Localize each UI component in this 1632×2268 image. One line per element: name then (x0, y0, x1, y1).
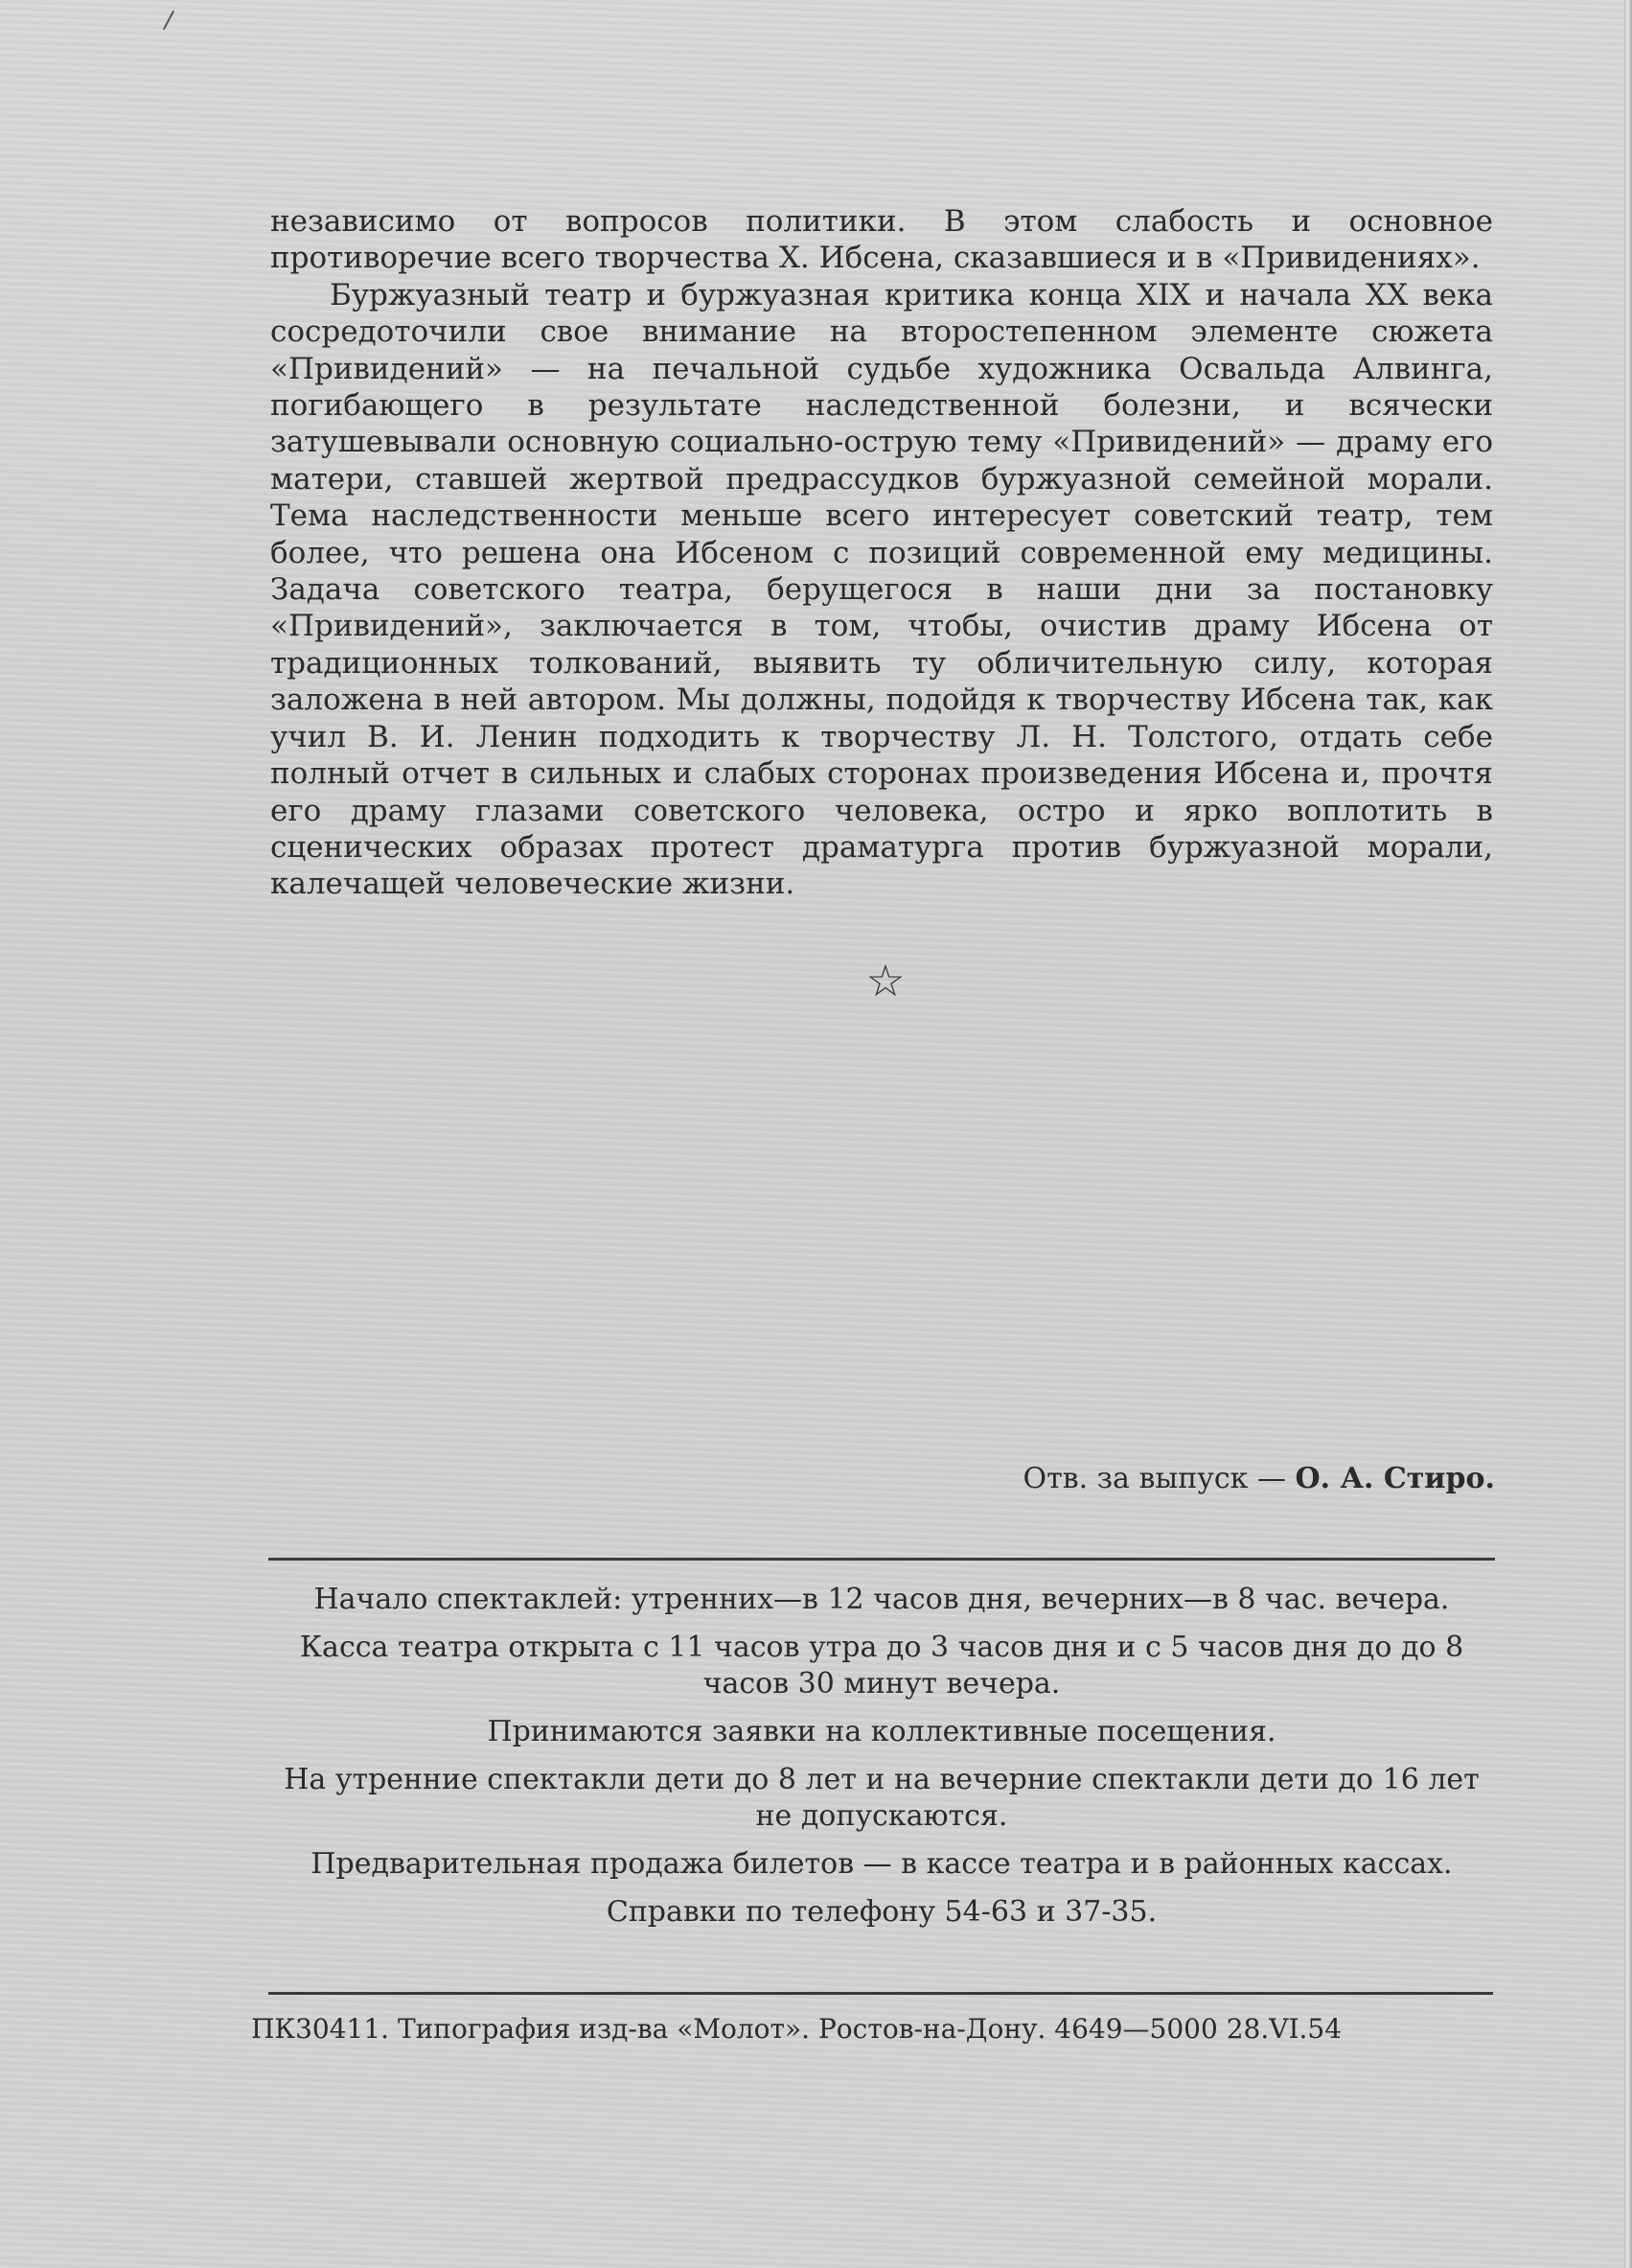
printer-imprint: ПК30411. Типография изд-ва «Молот». Ростов-на-Дону. 4649—5000 28.VI.54 (251, 2013, 1343, 2045)
info-line-presale: Предварительная продажа билетов — в кассе театра и в районных кассах. (310, 1847, 1453, 1881)
pencil-mark (163, 11, 174, 30)
info-line-box-office: Касса театра открыта с 11 часов утра до 3 часов дня и с 5 часов дня до до 8 часов 30 минут вечера. (299, 1631, 1464, 1701)
info-line-phone: Справки по телефону 54-63 и 37-35. (606, 1895, 1158, 1929)
theatre-info (268, 1582, 1495, 1942)
article-text (270, 203, 1493, 903)
responsible-line (939, 1462, 1495, 1495)
divider-bottom (268, 1992, 1493, 1995)
info-line-group-visits: Принимаются заявки на коллективные посещения. (487, 1715, 1276, 1748)
responsible-label: Отв. за выпуск — (1023, 1462, 1286, 1495)
page-spine-edge (1624, 0, 1632, 2268)
info-line-children: На утренние спектакли дети до 8 лет и на вечерние спектакли дети до 16 лет не допускаются. (284, 1763, 1480, 1833)
paragraph-continuation: независимо от вопросов политики. В этом слабость и основное противоречие всего творчества Х. Ибсена, сказавшиеся и в «Привидениях». (270, 204, 1493, 276)
divider-top (268, 1558, 1495, 1561)
star-icon: ☆ (865, 955, 906, 1007)
responsible-name: О. А. Стиро. (1295, 1462, 1495, 1495)
info-line-schedule: Начало спектаклей: утренних—в 12 часов дня, вечерних—в 8 час. вечера. (313, 1583, 1450, 1616)
paragraph-main: Буржуазный театр и буржуазная критика конца XIX и начала XX века сосредоточили свое внимание на второстепенном элементе сюжета «Привидений» — на печальной судьбе художника Освальда Алвинга, погибающего в результате наследственной болезни, и всячески затушевывали основную социально-острую тему «Привидений» — драму его матери, ставшей жертвой предрассудков буржуазной семейной морали. Тема наследственности меньше всего интересует советский театр, тем более, что решена она Ибсеном с позиций современной ему медицины. Задача советского театра, берущегося в наши дни за постановку «Привидений», заключается в том, чтобы, очистив драму Ибсена от традиционных толкований, выявить ту обличительную силу, которая заложена в ней автором. Мы должны, подойдя к творчеству Ибсена так, как учил В. И. Ленин подходить к творчеству Л. Н. Толстого, отдать себе полный отчет в сильных и слабых сторонах произведения Ибсена и, прочтя его драму глазами советского человека, остро и ярко воплотить в сценических образах протест драматурга против буржуазной морали, калечащей человеческие жизни. (270, 277, 1493, 902)
